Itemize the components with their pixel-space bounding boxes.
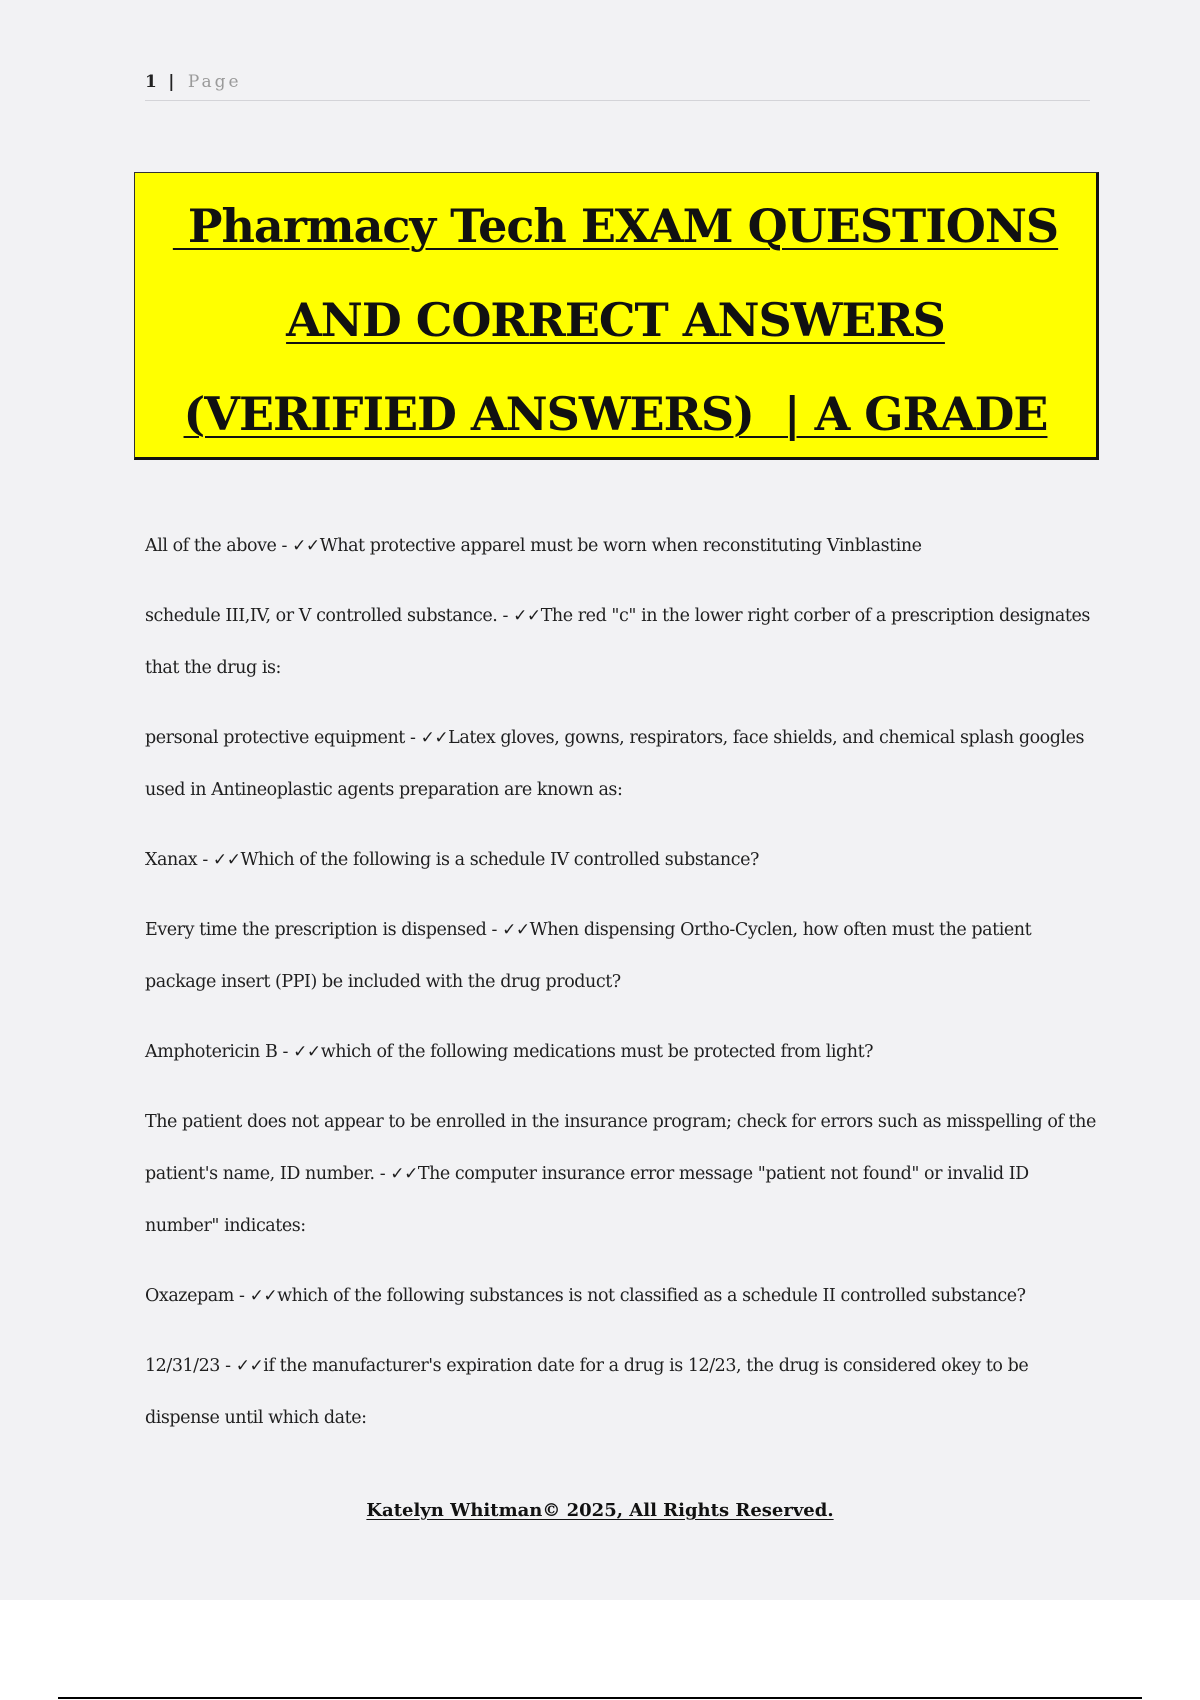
qa-answer: Oxazepam [145, 1286, 234, 1306]
copyright-text: Katelyn Whitman© 2025, All Rights Reserved. [366, 1500, 834, 1521]
check-icon: ✓✓ [513, 606, 541, 626]
qa-item [145, 590, 1100, 694]
qa-separator: - [277, 1042, 294, 1062]
qa-question: which of the following medications must be protected from light? [320, 1042, 874, 1062]
qa-separator: - [404, 728, 421, 748]
check-icon: ✓✓ [249, 1286, 278, 1306]
title-box [134, 172, 1099, 460]
qa-list [145, 520, 1100, 1462]
page-separator: | [168, 72, 177, 92]
qa-item [145, 904, 1100, 1008]
qa-separator: - [497, 606, 514, 626]
qa-separator: - [197, 850, 213, 870]
title-line [135, 367, 1096, 461]
qa-item [145, 520, 1100, 572]
qa-question: The computer insurance error message "patient not found" or invalid ID number" indicates: [145, 1164, 1029, 1236]
qa-answer: All of the above [145, 536, 277, 556]
qa-item [145, 1340, 1100, 1444]
check-icon: ✓✓ [420, 728, 449, 748]
qa-answer: Amphotericin B [145, 1042, 278, 1062]
title-line-text: (VERIFIED ANSWERS) | A GRADE [183, 387, 1048, 441]
title-line [135, 179, 1096, 273]
qa-separator: - [486, 920, 503, 940]
qa-item [145, 834, 1100, 886]
qa-item [145, 1096, 1100, 1252]
check-icon: ✓✓ [212, 850, 241, 870]
page-header [145, 72, 1090, 101]
check-icon: ✓✓ [293, 1042, 321, 1062]
check-icon: ✓✓ [502, 920, 530, 940]
qa-question: which of the following substances is not classified as a schedule II controlled substance? [277, 1286, 1026, 1306]
qa-answer: The patient does not appear to be enrolled in the insurance program; check for errors such as misspelling of the patient's name, ID number. [145, 1112, 1096, 1184]
qa-question: The red "c" in the lower right corber of a prescription designates that the drug is: [145, 606, 1090, 678]
qa-separator: - [220, 1356, 236, 1376]
check-icon: ✓✓ [292, 536, 320, 556]
title-line [135, 273, 1096, 367]
qa-answer: Every time the prescription is dispensed [145, 920, 487, 940]
page-label: Page [187, 72, 242, 92]
qa-question: What protective apparel must be worn when reconstituting Vinblastine [319, 536, 922, 556]
title-line-text: AND CORRECT ANSWERS [286, 293, 945, 347]
qa-item [145, 1026, 1100, 1078]
qa-question: if the manufacturer's expiration date for a drug is 12/23, the drug is considered okey to be dispense until which date: [145, 1356, 1029, 1428]
bottom-divider [58, 1697, 1142, 1699]
qa-question: Which of the following is a schedule IV controlled substance? [240, 850, 759, 870]
qa-question: When dispensing Ortho-Cyclen, how often must the patient package insert (PPI) be included with the drug product? [145, 920, 1032, 992]
qa-separator: - [276, 536, 293, 556]
qa-separator: - [374, 1164, 391, 1184]
qa-answer: schedule III,IV, or V controlled substance. [145, 606, 498, 626]
check-icon: ✓✓ [390, 1164, 418, 1184]
check-icon: ✓✓ [235, 1356, 264, 1376]
qa-answer: personal protective equipment [145, 728, 405, 748]
title-line-text: Pharmacy Tech EXAM QUESTIONS [172, 199, 1059, 253]
qa-question: Latex gloves, gowns, respirators, face shields, and chemical splash googles used in Antineoplastic agents preparation are known as: [145, 728, 1085, 800]
page-number: 1 [145, 72, 159, 92]
copyright-footer [0, 1500, 1200, 1521]
qa-separator: - [233, 1286, 250, 1306]
qa-item [145, 712, 1100, 816]
qa-answer: 12/31/23 [145, 1356, 220, 1376]
qa-answer: Xanax [145, 850, 198, 870]
qa-item [145, 1270, 1100, 1322]
